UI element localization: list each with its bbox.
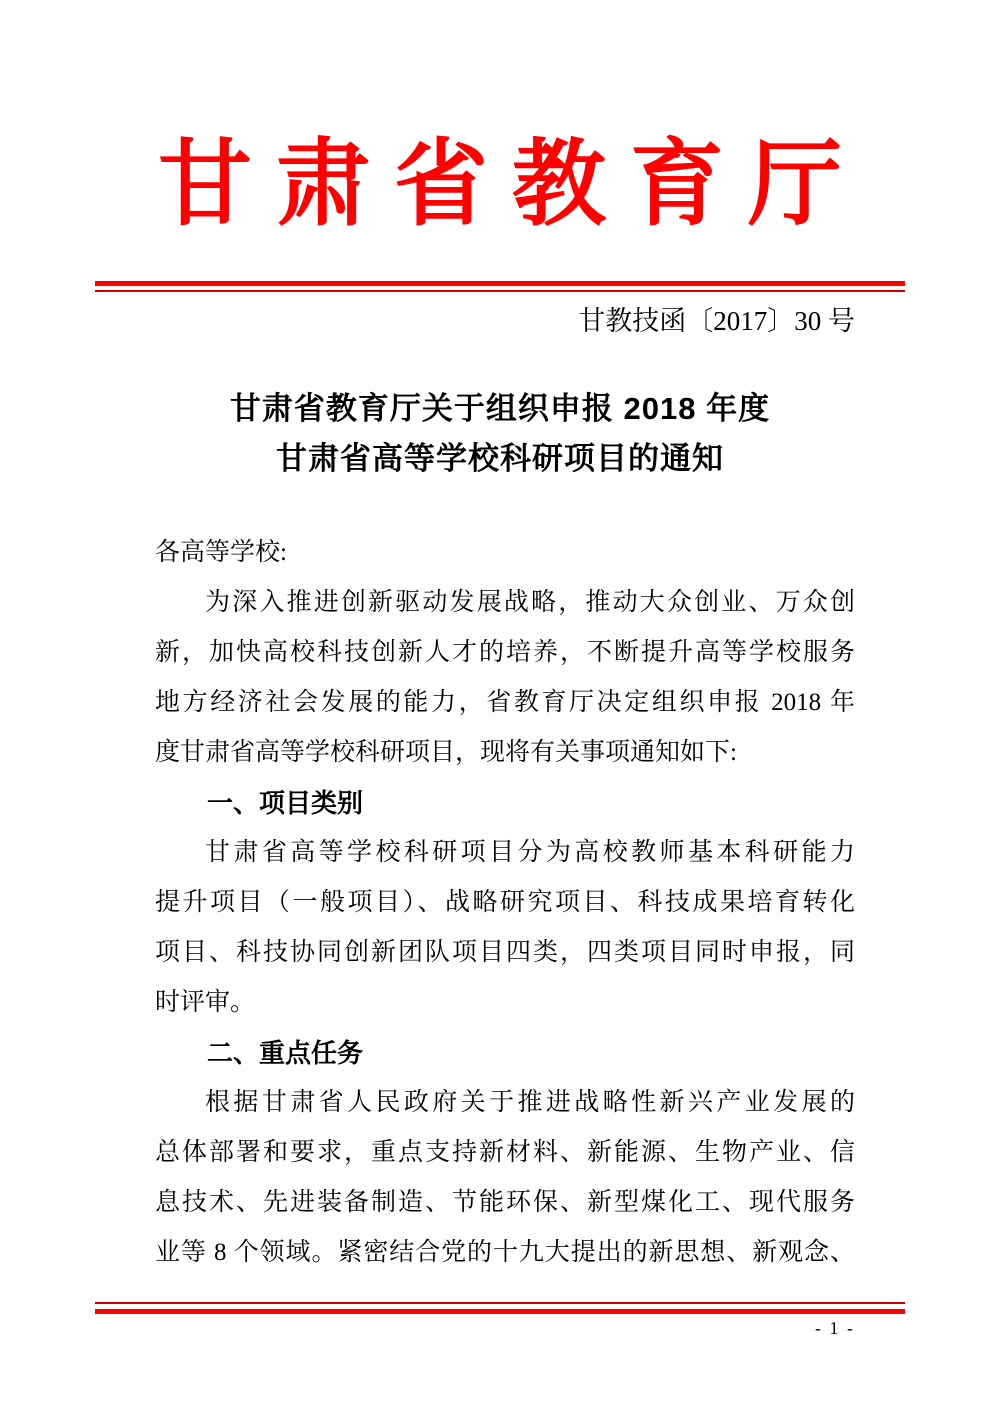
page-number: - 1 - [815,1318,855,1338]
notice-title-line-1: 甘肃省教育厅关于组织申报 2018 年度 [229,391,771,426]
document-number: 甘教技函〔2017〕30 号 [578,306,855,336]
body-line: 息技术、先进装备制造、节能环保、新型煤化工、现代服务 [155,1189,855,1216]
body-line: 根据甘肃省人民政府关于推进战略性新兴产业发展的 [205,1089,855,1116]
section-heading-2: 二、重点任务 [207,1038,364,1068]
notice-title-line-2: 甘肃省高等学校科研项目的通知 [276,441,724,476]
letterhead-divider [95,281,905,292]
body-line: 甘肃省高等学校科研项目分为高校教师基本科研能力 [205,839,855,866]
letterhead-divider-thin-line [95,290,905,292]
body-line: 地方经济社会发展的能力，省教育厅决定组织申报 2018 年 [155,689,855,716]
body-line: 新，加快高校科技创新人才的培养，不断提升高等学校服务 [155,639,855,666]
body-line: 为深入推进创新驱动发展战略，推动大众创业、万众创 [205,589,855,616]
section-heading-1: 一、项目类别 [207,788,364,818]
body-line: 度甘肃省高等学校科研项目，现将有关事项通知如下: [155,739,737,766]
footer-divider-thick-line [95,1309,905,1314]
body-line: 业等 8 个领域。紧密结合党的十九大提出的新思想、新观念、 [155,1239,855,1266]
body-line: 项目、科技协同创新团队项目四类，四类项目同时申报，同 [155,939,855,966]
letterhead-agency-title: 甘肃省教育厅 [157,133,866,237]
footer [95,1302,905,1340]
body-line: 提升项目（一般项目）、战略研究项目、科技成果培育转化 [155,889,855,916]
body-line: 总体部署和要求，重点支持新材料、新能源、生物产业、信 [155,1139,855,1166]
body-line: 时评审。 [155,989,256,1016]
document-body [155,528,855,1278]
notice-title [0,384,1000,484]
salutation: 各高等学校: [155,539,287,566]
